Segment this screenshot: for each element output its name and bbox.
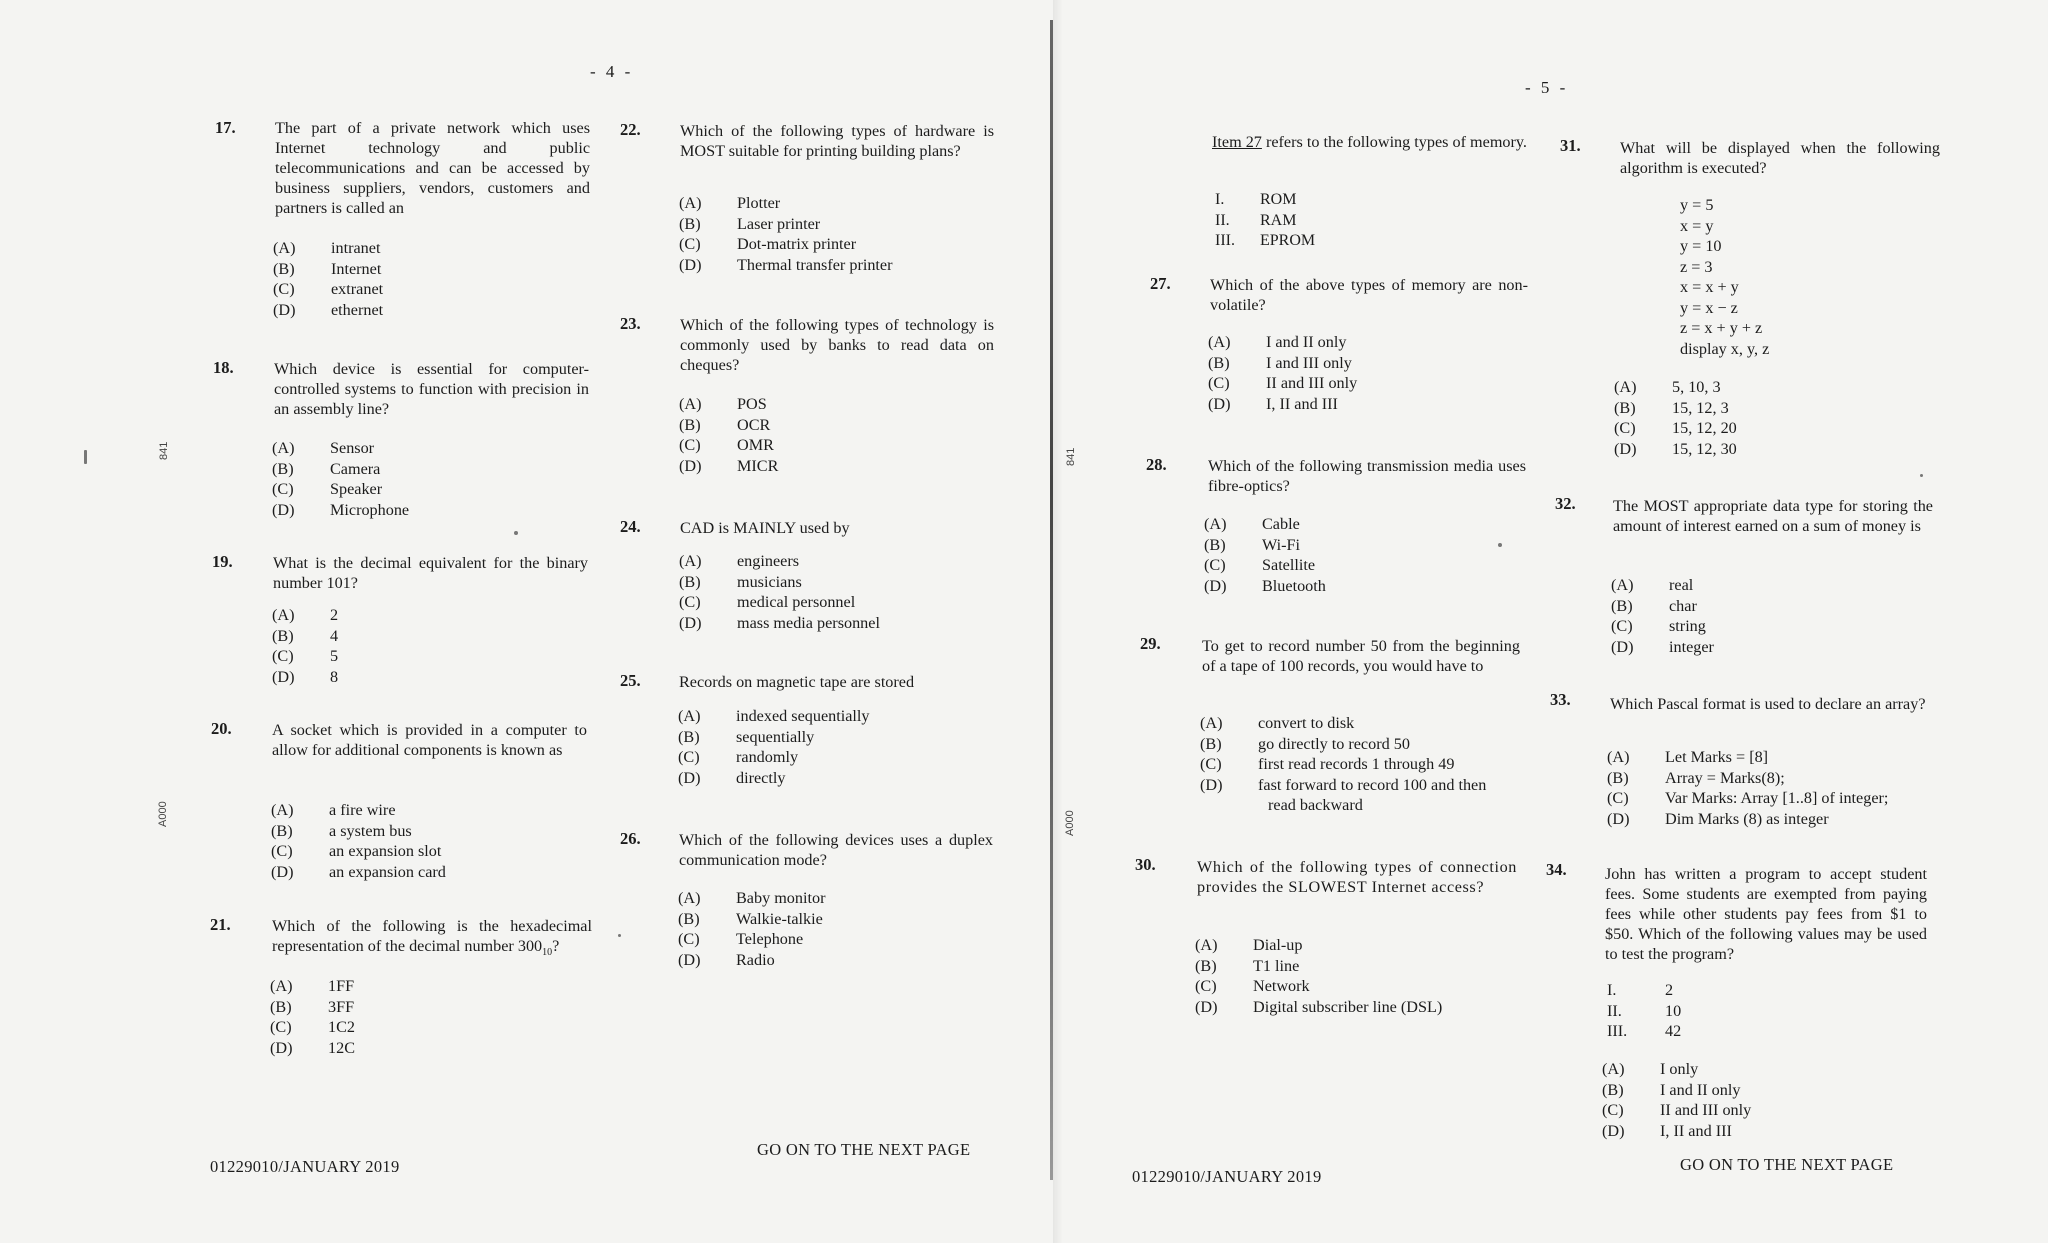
scan-speck	[1498, 543, 1502, 547]
algorithm-block	[1680, 195, 1769, 359]
footer-exam-code: 01229010/JANUARY 2019	[1132, 1167, 1322, 1186]
question-text: Which of the above types of memory are non-volatile?	[1210, 276, 1528, 314]
option-a: (A) I and II only	[1208, 333, 1347, 351]
option-d: (D) mass media personnel	[679, 613, 880, 632]
option-b: (B) a system bus	[271, 821, 412, 840]
option-d: (D) fast forward to record 100 and then	[1200, 775, 1487, 794]
page-number: - 4 -	[590, 62, 634, 81]
list-item: III. 42	[1607, 1022, 1682, 1040]
option-b: (B) 3FF	[270, 997, 355, 1016]
item-27-reference: Item 27	[1212, 133, 1262, 151]
question-text: CAD is MAINLY used by	[680, 519, 850, 537]
list-item: III. EPROM	[1215, 232, 1316, 249]
option-list	[271, 800, 446, 882]
question-text: Records on magnetic tape are stored	[679, 673, 915, 691]
algorithm-line: y = 5	[1680, 196, 1714, 214]
question-number: 28.	[1146, 455, 1167, 474]
option-b: (B) T1 line	[1195, 956, 1300, 975]
option-c: (C) medical personnel	[679, 593, 856, 611]
footer-next-page: GO ON TO THE NEXT PAGE	[1680, 1155, 1894, 1174]
scan-speck	[618, 934, 621, 937]
footer-exam-code: 01229010/JANUARY 2019	[210, 1157, 400, 1176]
question-text: The part of a private network which uses Internet technology and public telecommunications and can be accessed by business suppliers, vendors, customers and partners is called an	[275, 119, 590, 217]
test-values-list	[1607, 980, 1681, 1042]
question-text: Which of the following types of technology is commonly used by banks to read data on cheques?	[680, 316, 994, 374]
option-d: (D) directly	[678, 768, 786, 787]
question-text: To get to record number 50 from the beginning of a tape of 100 records, you would have to	[1202, 637, 1520, 675]
question-text: Which device is essential for computer-controlled systems to function with precision in an assembly line?	[274, 360, 589, 418]
side-code-top: 841	[158, 441, 170, 460]
option-c: (C) Telephone	[678, 930, 804, 948]
option-a: (A) Baby monitor	[678, 889, 826, 907]
item-27-intro: Item 27 refers to the following types of memory.	[1212, 133, 1527, 151]
question-text: Which of the following types of hardware is MOST suitable for printing building plans?	[680, 122, 994, 160]
option-list	[1208, 332, 1357, 414]
side-code-bottom: A000	[1064, 810, 1076, 836]
option-c: (C) OMR	[679, 436, 774, 454]
algorithm-line: x = x + y	[1680, 278, 1739, 296]
option-list	[273, 238, 383, 320]
option-d: (D) Digital subscriber line (DSL)	[1195, 997, 1443, 1016]
option-d: (D) 12C	[270, 1038, 355, 1057]
option-c: (C) Dot-matrix printer	[679, 235, 857, 253]
question-number: 31.	[1560, 136, 1581, 155]
option-b: (B) musicians	[679, 572, 802, 591]
option-d: (D) an expansion card	[271, 862, 446, 881]
algorithm-line: display x, y, z	[1680, 339, 1770, 358]
option-a: (A) Plotter	[679, 194, 781, 212]
option-c: (C) II and III only	[1208, 374, 1358, 392]
memory-list	[1215, 190, 1315, 252]
option-d: (D) 8	[272, 667, 339, 686]
option-a: (A) Sensor	[272, 439, 375, 457]
option-list	[679, 551, 880, 633]
question-text: What is the decimal equivalent for the binary number 101?	[273, 554, 588, 592]
question-number: 30.	[1135, 855, 1156, 874]
option-b: (B) 4	[272, 626, 339, 645]
question-number: 24.	[620, 517, 641, 536]
question-number: 27.	[1150, 274, 1171, 293]
option-list	[1611, 575, 1714, 657]
option-b: (B) OCR	[679, 415, 771, 434]
list-item: II. RAM	[1215, 211, 1297, 229]
option-b: (B) Laser printer	[679, 214, 821, 233]
option-list	[1602, 1059, 1751, 1141]
option-list	[678, 706, 870, 788]
option-list	[1204, 514, 1326, 596]
option-list	[678, 888, 825, 970]
option-b: (B) Walkie-talkie	[678, 909, 823, 928]
question-text: Which of the following is the hexadecimal representation of the decimal number $300_{10}$?	[272, 917, 592, 959]
option-c: (C) 15, 12, 20	[1614, 419, 1737, 437]
exam-page-5	[1058, 0, 2048, 1243]
option-b: (B) Internet	[273, 259, 382, 278]
scan-speck	[1920, 474, 1923, 477]
option-b: (B) Wi-Fi	[1204, 535, 1301, 554]
option-d: (D) Bluetooth	[1204, 576, 1326, 595]
question-number: 29.	[1140, 634, 1161, 653]
option-a: (A) 5, 10, 3	[1614, 378, 1721, 396]
option-b: (B) I and III only	[1208, 353, 1352, 372]
side-code-bottom: A000	[157, 801, 169, 827]
option-a: (A) real	[1611, 576, 1694, 594]
question-text: Which of the following types of connection provides the SLOWEST Internet access?	[1197, 858, 1517, 896]
option-a: (A) Dial-up	[1195, 936, 1303, 954]
option-b: (B) Camera	[272, 459, 381, 478]
question-number: 26.	[620, 829, 641, 848]
option-list	[270, 976, 355, 1058]
question-text: What will be displayed when the following algorithm is executed?	[1620, 139, 1940, 177]
option-list	[1614, 377, 1737, 459]
algorithm-line: y = x − z	[1680, 298, 1738, 317]
scan-speck	[514, 531, 518, 535]
option-a: (A) 2	[272, 606, 339, 624]
option-a: (A) Cable	[1204, 515, 1300, 533]
option-c: (C) Satellite	[1204, 556, 1316, 574]
question-number: 19.	[212, 552, 233, 571]
option-d: (D) Dim Marks (8) as integer	[1607, 809, 1829, 828]
question-text: Which of the following transmission media uses fibre-optics?	[1208, 457, 1526, 495]
question-number: 17.	[215, 118, 236, 137]
list-item: II. 10	[1607, 1001, 1682, 1020]
option-d: (D) integer	[1611, 637, 1714, 656]
option-c: (C) extranet	[273, 280, 384, 298]
option-d: (D) MICR	[679, 456, 779, 475]
option-a: (A) Let Marks = [8]	[1607, 748, 1769, 766]
option-c: (C) Network	[1195, 977, 1310, 995]
option-d: (D) ethernet	[273, 300, 384, 319]
question-text: The MOST appropriate data type for storing the amount of interest earned on a sum of money is	[1613, 497, 1933, 535]
option-list	[272, 438, 409, 520]
option-b: (B) char	[1611, 596, 1697, 615]
option-b: (B) I and II only	[1602, 1080, 1741, 1099]
question-number: 21.	[210, 915, 231, 934]
question-number: 18.	[213, 358, 234, 377]
question-number: 23.	[620, 314, 641, 333]
question-number: 33.	[1550, 690, 1571, 709]
option-b: (B) sequentially	[678, 727, 815, 746]
option-c: (C) Speaker	[272, 480, 383, 498]
option-list	[1195, 935, 1442, 1017]
question-number: 25.	[620, 671, 641, 690]
page-number: - 5 -	[1525, 78, 1569, 97]
question-number: 22.	[620, 120, 641, 139]
option-a: (A) convert to disk	[1200, 714, 1355, 732]
option-list	[1607, 747, 1888, 829]
option-c: (C) 5	[272, 647, 339, 665]
option-d: (D) I, II and III	[1208, 394, 1338, 413]
algorithm-line: z = 3	[1680, 257, 1713, 276]
algorithm-line: x = y	[1680, 216, 1714, 235]
option-a: (A) engineers	[679, 552, 800, 570]
option-d: (D) Thermal transfer printer	[679, 255, 893, 274]
footer-next-page: GO ON TO THE NEXT PAGE	[757, 1140, 971, 1159]
option-list	[1200, 713, 1486, 816]
option-a: (A) 1FF	[270, 977, 355, 995]
question-text: John has written a program to accept student fees. Some students are exempted from paying fees while other students pay fees from $1 to $50. Which of the following values may be used to test the program?	[1605, 865, 1927, 963]
question-number: 34.	[1546, 860, 1567, 879]
algorithm-line: z = x + y + z	[1680, 319, 1763, 337]
option-d: (D) Microphone	[272, 500, 410, 519]
option-c: (C) 1C2	[270, 1018, 355, 1036]
option-d: (D) Radio	[678, 950, 775, 969]
option-c: (C) string	[1611, 617, 1706, 635]
question-number: 32.	[1555, 494, 1576, 513]
option-d: (D) I, II and III	[1602, 1121, 1732, 1140]
option-list	[679, 193, 893, 275]
option-a: (A) intranet	[273, 239, 381, 257]
question-text: A socket which is provided in a computer to allow for additional components is known as	[272, 721, 587, 759]
side-code-top: 841	[1065, 447, 1077, 466]
option-a: (A) POS	[679, 395, 767, 413]
option-d-continued: read backward	[1268, 796, 1363, 814]
list-item: I. ROM	[1215, 191, 1297, 208]
option-b: (B) go directly to record 50	[1200, 734, 1410, 753]
option-c: (C) Var Marks: Array [1..8] of integer;	[1607, 789, 1889, 807]
option-a: (A) indexed sequentially	[678, 707, 870, 725]
option-c: (C) randomly	[678, 748, 799, 766]
option-c: (C) an expansion slot	[271, 842, 442, 860]
option-b: (B) 15, 12, 3	[1614, 398, 1729, 417]
question-text: Which Pascal format is used to declare an array?	[1610, 695, 1926, 713]
option-a: (A) I only	[1602, 1060, 1699, 1078]
option-list	[679, 394, 778, 476]
option-d: (D) 15, 12, 30	[1614, 439, 1737, 458]
option-b: (B) Array = Marks(8);	[1607, 768, 1785, 787]
list-item: I. 2	[1607, 981, 1674, 999]
option-list	[272, 605, 338, 687]
scan-speck	[84, 450, 87, 464]
option-a: (A) a fire wire	[271, 801, 396, 819]
option-c: (C) first read records 1 through 49	[1200, 755, 1455, 773]
question-number: 20.	[211, 719, 232, 738]
option-c: (C) II and III only	[1602, 1101, 1752, 1119]
question-text: Which of the following devices uses a duplex communication mode?	[679, 831, 993, 869]
algorithm-line: y = 10	[1680, 237, 1722, 255]
